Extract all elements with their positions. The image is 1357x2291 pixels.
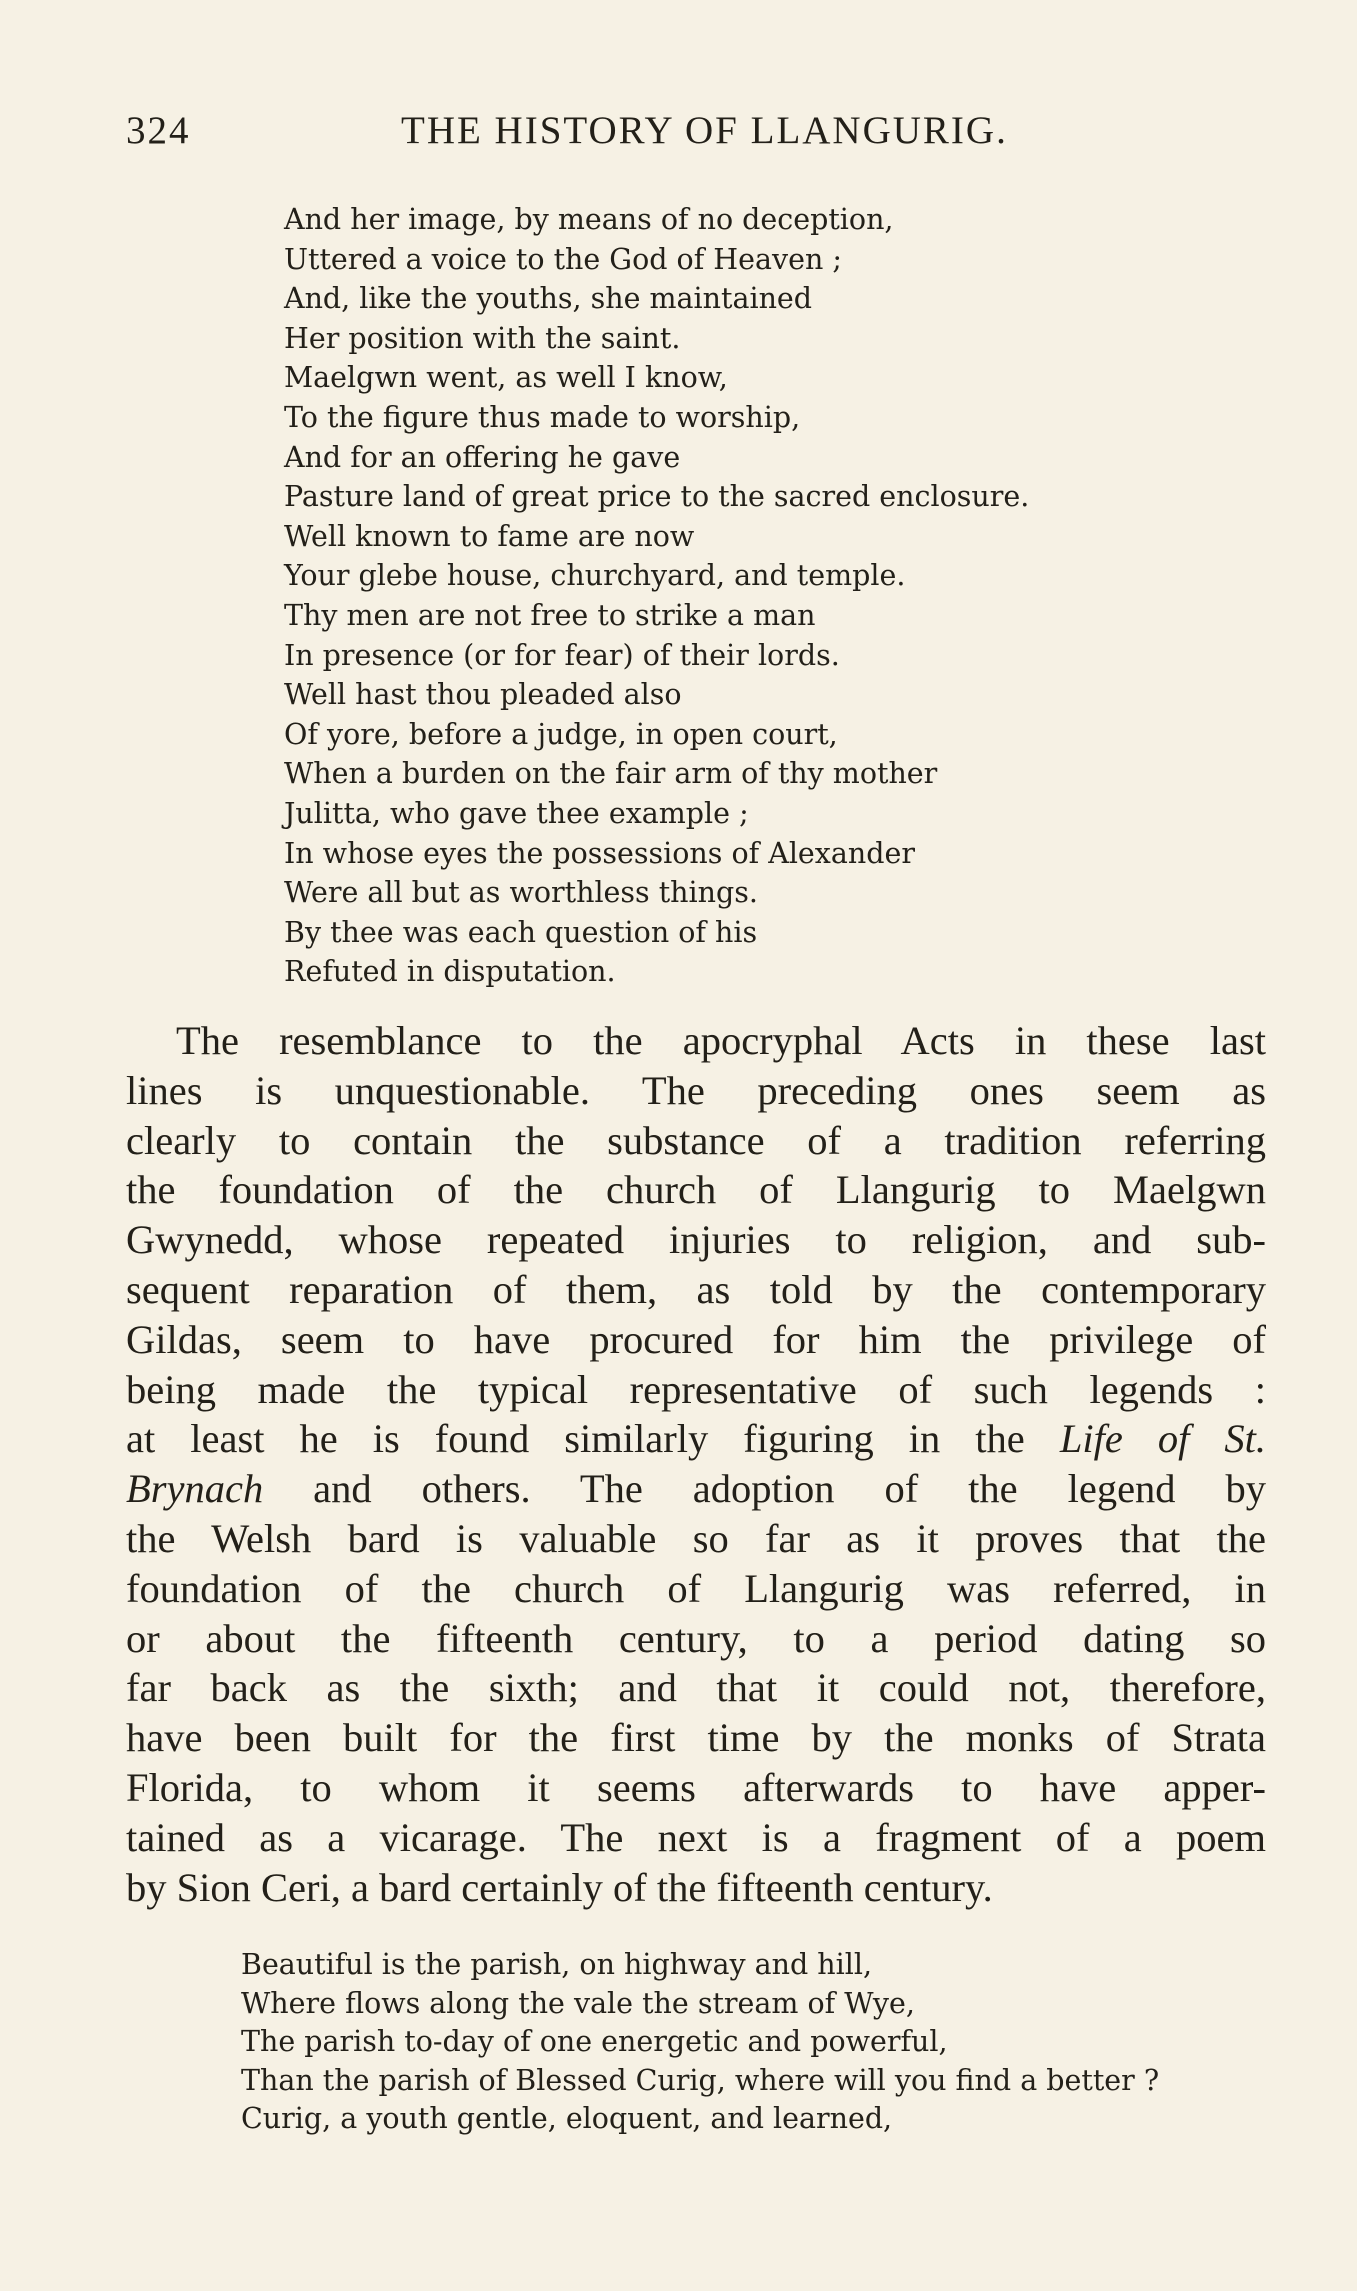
verse-line: Julitta, who gave thee example ; [284, 796, 749, 830]
verse-line: Where flows along the vale the stream of Wye, [241, 1986, 915, 2020]
verse-line: In presence (or for fear) of their lords. [284, 638, 840, 672]
verse-line: Pasture land of great price to the sacred enclosure. [284, 480, 1030, 514]
verse-line: And, like the youths, she maintained [284, 282, 813, 316]
paragraph-line: Gildas, seem to have procured for him the privilege of [126, 1316, 1266, 1362]
verse-line: Than the parish of Blessed Curig, where will you find a better ? [241, 2063, 1160, 2097]
verse-line: Of yore, before a judge, in open court, [284, 717, 838, 751]
paragraph-line [126, 1464, 1266, 1514]
running-head: THE HISTORY OF LLANGURIG. [401, 109, 1008, 152]
verse-line: The parish to-day of one energetic and powerful, [241, 2025, 948, 2059]
text-run: at least he is found similarly figuring in the [126, 1416, 1060, 1462]
verse-line: Beautiful is the parish, on highway and hill, [241, 1948, 873, 1981]
paragraph-line: far back as the sixth; and that it could not, therefore, [126, 1665, 1266, 1711]
paragraph-line: sequent reparation of them, as told by the contemporary [126, 1266, 1266, 1312]
verse-line: Well hast thou pleaded also [284, 678, 682, 712]
paragraph-line: foundation of the church of Llangurig was referred, in [126, 1565, 1266, 1611]
paragraph-line: Gwynedd, whose repeated injuries to religion, and sub- [126, 1217, 1266, 1263]
verse-line: Thy men are not free to strike a man [284, 598, 816, 632]
paragraph-line: tained as a vicarage. The next is a fragment of a poem [126, 1814, 1266, 1860]
page-number: 324 [126, 109, 191, 152]
paragraph-line [126, 1414, 1266, 1464]
verse-line: In whose eyes the possessions of Alexander [284, 836, 915, 870]
italic-title: Brynach [126, 1466, 264, 1512]
paragraph-line: The resemblance to the apocryphal Acts in these last [176, 1018, 1266, 1063]
verse-line: Her position with the saint. [284, 321, 681, 355]
verse-line: By thee was each question of his [284, 915, 758, 949]
verse-line: And for an offering he gave [284, 440, 681, 474]
verse-line: Curig, a youth gentle, eloquent, and learned, [241, 2102, 893, 2136]
italic-title: Life of St. [1059, 1416, 1266, 1462]
verse-line: Refuted in disputation. [284, 955, 616, 989]
verse-line: To the figure thus made to worship, [284, 400, 801, 434]
paragraph-line: have been built for the first time by the monks of Strata [126, 1715, 1266, 1761]
paragraph-line: by Sion Ceri, a bard certainly of the fifteenth century. [126, 1864, 993, 1910]
text-run: and others. The adoption of the legend by [263, 1466, 1266, 1512]
verse-line: Maelgwn went, as well I know, [284, 361, 728, 395]
paragraph-line: lines is unquestionable. The preceding ones seem as [126, 1067, 1266, 1113]
verse-line: Well known to fame are now [284, 519, 695, 553]
verse-line: Your glebe house, churchyard, and temple. [284, 559, 906, 593]
verse-quotation-1 [284, 200, 1284, 992]
verse-line: Uttered a voice to the God of Heaven ; [284, 242, 842, 276]
verse-quotation-2 [241, 1946, 1241, 2139]
paragraph-line: clearly to contain the substance of a tradition referring [126, 1117, 1266, 1163]
body-paragraph [126, 1016, 1266, 1912]
page-header [126, 108, 1266, 158]
paragraph-line: the Welsh bard is valuable so far as it proves that the [126, 1515, 1266, 1561]
verse-line: And her image, by means of no deception, [284, 203, 894, 236]
verse-line: When a burden on the fair arm of thy mother [284, 757, 938, 791]
paragraph-line: being made the typical representative of such legends : [126, 1366, 1266, 1412]
paragraph-line: or about the fifteenth century, to a period dating so [126, 1615, 1266, 1661]
verse-line: Were all but as worthless things. [284, 876, 758, 910]
paragraph-line: Florida, to whom it seems afterwards to have apper- [126, 1764, 1266, 1810]
paragraph-line: the foundation of the church of Llangurig to Maelgwn [126, 1167, 1266, 1213]
